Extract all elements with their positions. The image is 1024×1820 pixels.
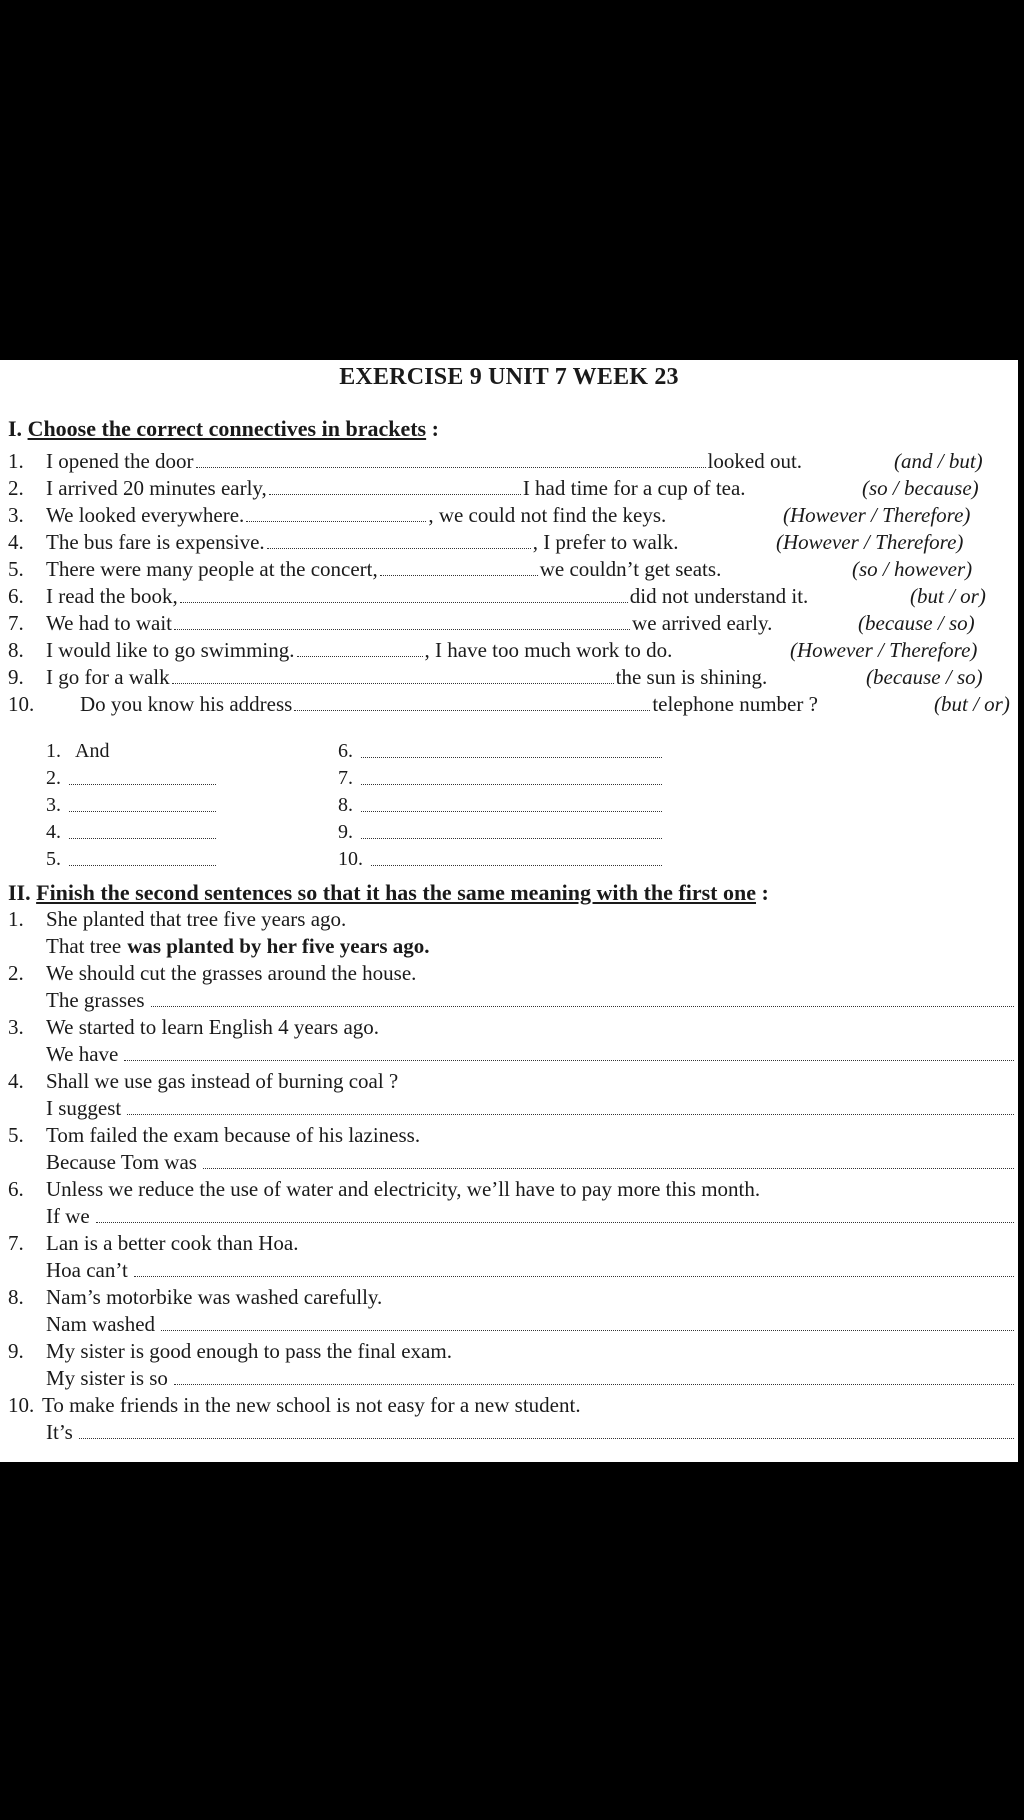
rewrite-answer-line[interactable]	[46, 1257, 1016, 1284]
connective-item	[8, 664, 1018, 691]
item-text-after: , we could not find the keys.	[428, 503, 667, 527]
answer-blank[interactable]	[361, 810, 662, 812]
answer-slot[interactable]	[338, 738, 664, 765]
answer-blank[interactable]	[371, 864, 662, 866]
original-sentence: Tom failed the exam because of his laziness.	[46, 1123, 421, 1147]
answer-blank[interactable]	[174, 1383, 1014, 1385]
sentence-starter: The grasses	[46, 988, 145, 1012]
item-options-hint: (because / so)	[858, 611, 975, 635]
sentence-starter: Because Tom was	[46, 1150, 197, 1174]
section-1-heading	[8, 416, 439, 442]
item-number: 7.	[8, 1231, 24, 1255]
answer-slot[interactable]	[338, 819, 664, 846]
connective-item	[8, 556, 1018, 583]
item-text-after: looked out.	[707, 449, 803, 473]
item-options-hint: (so / because)	[862, 476, 979, 500]
connective-item	[8, 448, 1018, 475]
blank-line[interactable]	[269, 493, 521, 495]
section-2-heading-text: Finish the second sentences so that it has the same meaning with the first one	[36, 880, 757, 905]
original-sentence: To make friends in the new school is not easy for a new student.	[42, 1393, 581, 1417]
connective-item	[8, 529, 1018, 556]
answer-blank[interactable]	[203, 1167, 1014, 1169]
item-options-hint: (because / so)	[866, 665, 983, 689]
rewrite-item	[8, 906, 347, 933]
item-options-hint: (and / but)	[894, 449, 983, 473]
connective-item	[8, 475, 1018, 502]
item-sentence	[46, 502, 667, 529]
item-text-after: did not understand it.	[629, 584, 809, 608]
item-text-before: We looked everywhere.	[46, 503, 245, 527]
answer-slot[interactable]	[46, 765, 218, 792]
item-options-hint: (However / Therefore)	[776, 530, 964, 554]
sentence-starter: That tree	[46, 934, 122, 958]
rewrite-item	[8, 1122, 421, 1149]
answer-blank[interactable]	[79, 1437, 1014, 1439]
item-text-before: I would like to go swimming.	[46, 638, 295, 662]
sentence-starter: We have	[46, 1042, 119, 1066]
blank-line[interactable]	[267, 547, 531, 549]
rewrite-item	[8, 1284, 383, 1311]
answer-slot[interactable]	[46, 792, 218, 819]
connective-item	[8, 637, 1018, 664]
rewrite-answer-line[interactable]	[46, 987, 1016, 1014]
item-text-before: I read the book,	[46, 584, 178, 608]
item-options-hint: (but / or)	[934, 692, 1010, 716]
answer-blank[interactable]	[127, 1113, 1014, 1115]
section-2-colon: :	[761, 880, 769, 905]
filled-answer: was planted by her five years ago.	[127, 934, 430, 958]
answer-slot[interactable]	[338, 765, 664, 792]
item-number: 2.	[8, 961, 24, 985]
original-sentence: Lan is a better cook than Hoa.	[46, 1231, 299, 1255]
item-text-before: There were many people at the concert,	[46, 557, 378, 581]
item-text-after: the sun is shining.	[615, 665, 768, 689]
answer-number: 4.	[46, 821, 61, 843]
rewrite-item	[8, 1338, 452, 1365]
answer-slot[interactable]	[338, 846, 664, 873]
rewrite-item	[8, 1068, 399, 1095]
item-text-before: We had to wait	[46, 611, 173, 635]
section-2-heading	[8, 880, 769, 906]
rewrite-item	[8, 1392, 581, 1419]
section-1-heading-text: Choose the correct connectives in brackets	[27, 416, 427, 441]
item-number: 1.	[8, 907, 24, 931]
item-options-hint: (so / however)	[852, 557, 973, 581]
connective-item	[8, 502, 1018, 529]
item-text-after: we couldn’t get seats.	[539, 557, 722, 581]
item-number: 10.	[8, 1393, 35, 1417]
item-number: 3.	[8, 1015, 24, 1039]
rewrite-item	[8, 1176, 761, 1203]
rewrite-item	[8, 960, 417, 987]
answer-number: 7.	[338, 767, 353, 789]
rewrite-answer-line[interactable]	[46, 1149, 1016, 1176]
answer-number: 9.	[338, 821, 353, 843]
item-options-hint: (However / Therefore)	[783, 503, 971, 527]
section-2-number: II.	[8, 880, 31, 905]
rewrite-answer-line[interactable]	[46, 1041, 1016, 1068]
blank-line[interactable]	[246, 520, 426, 522]
item-sentence	[46, 556, 758, 583]
sentence-starter: Nam washed	[46, 1312, 156, 1336]
item-number: 6.	[8, 1177, 24, 1201]
answer-number: 1.	[46, 740, 61, 762]
answer-blank[interactable]	[69, 810, 216, 812]
item-number: 3.	[8, 503, 24, 527]
rewrite-answer-line[interactable]	[46, 1365, 1016, 1392]
answer-slot[interactable]	[338, 792, 664, 819]
sentence-starter: My sister is so	[46, 1366, 168, 1390]
answer-slot[interactable]	[46, 738, 218, 765]
item-number: 8.	[8, 638, 24, 662]
blank-line[interactable]	[180, 601, 628, 603]
item-text-before: I arrived 20 minutes early,	[46, 476, 267, 500]
sentence-starter: It’s	[46, 1420, 73, 1444]
answer-blank[interactable]	[161, 1329, 1014, 1331]
answer-value: And	[75, 740, 110, 762]
rewrite-item	[8, 1014, 380, 1041]
answer-number: 8.	[338, 794, 353, 816]
answer-blank[interactable]	[69, 783, 216, 785]
original-sentence: Shall we use gas instead of burning coal ?	[46, 1069, 399, 1093]
item-text-after: I had time for a cup of tea.	[522, 476, 746, 500]
answer-blank[interactable]	[361, 783, 662, 785]
item-options-hint: (However / Therefore)	[790, 638, 978, 662]
item-text-before: I opened the door	[46, 449, 194, 473]
item-sentence	[46, 475, 746, 502]
blank-line[interactable]	[172, 682, 614, 684]
item-number: 2.	[8, 476, 24, 500]
item-sentence	[80, 691, 888, 718]
item-text-after: , I prefer to walk.	[532, 530, 679, 554]
original-sentence: She planted that tree five years ago.	[46, 907, 347, 931]
blank-line[interactable]	[294, 709, 650, 711]
item-number: 1.	[8, 449, 24, 473]
item-number: 7.	[8, 611, 24, 635]
connective-item	[8, 583, 1018, 610]
item-number: 9.	[8, 1339, 24, 1363]
item-text-before: I go for a walk	[46, 665, 170, 689]
item-sentence	[46, 610, 818, 637]
answer-blank[interactable]	[361, 837, 662, 839]
item-text-before: The bus fare is expensive.	[46, 530, 265, 554]
worksheet-title: EXERCISE 9 UNIT 7 WEEK 23	[339, 364, 679, 390]
section-1-number: I.	[8, 416, 23, 441]
answer-number: 2.	[46, 767, 61, 789]
blank-line[interactable]	[196, 466, 706, 468]
answer-slot[interactable]	[46, 846, 218, 873]
original-sentence: Nam’s motorbike was washed carefully.	[46, 1285, 383, 1309]
rewrite-answer-line[interactable]	[46, 933, 1016, 960]
answer-number: 3.	[46, 794, 61, 816]
connective-item	[8, 610, 1018, 637]
item-number: 5.	[8, 1123, 24, 1147]
item-text-after: telephone number ?	[652, 692, 818, 716]
rewrite-answer-line[interactable]	[46, 1311, 1016, 1338]
blank-line[interactable]	[174, 628, 630, 630]
item-sentence	[46, 448, 884, 475]
item-number: 9.	[8, 665, 24, 689]
answer-blank[interactable]	[151, 1005, 1014, 1007]
blank-line[interactable]	[380, 574, 538, 576]
answer-blank[interactable]	[361, 756, 662, 758]
rewrite-item	[8, 1230, 299, 1257]
connective-item	[8, 691, 1018, 718]
sentence-starter: Hoa can’t	[46, 1258, 128, 1282]
answer-slot[interactable]	[46, 819, 218, 846]
item-number: 8.	[8, 1285, 24, 1309]
item-number: 10.	[8, 692, 35, 716]
item-number: 6.	[8, 584, 24, 608]
answer-blank[interactable]	[96, 1221, 1014, 1223]
answer-blank[interactable]	[69, 837, 216, 839]
original-sentence: We started to learn English 4 years ago.	[46, 1015, 380, 1039]
original-sentence: We should cut the grasses around the house.	[46, 961, 417, 985]
original-sentence: Unless we reduce the use of water and electricity, we’ll have to pay more this month.	[46, 1177, 761, 1201]
answer-blank[interactable]	[134, 1275, 1014, 1277]
item-sentence	[46, 637, 673, 664]
item-number: 5.	[8, 557, 24, 581]
item-sentence	[46, 529, 728, 556]
rewrite-answer-line[interactable]	[46, 1419, 1016, 1446]
item-sentence	[46, 664, 804, 691]
section-1-colon: :	[431, 416, 439, 441]
answer-blank[interactable]	[124, 1059, 1014, 1061]
answer-number: 6.	[338, 740, 353, 762]
original-sentence: My sister is good enough to pass the final exam.	[46, 1339, 452, 1363]
item-number: 4.	[8, 530, 24, 554]
answer-number: 10.	[338, 848, 363, 870]
item-number: 4.	[8, 1069, 24, 1093]
item-options-hint: (but / or)	[910, 584, 986, 608]
item-text-before: Do you know his address	[80, 692, 293, 716]
answer-number: 5.	[46, 848, 61, 870]
blank-line[interactable]	[297, 655, 423, 657]
item-text-after: we arrived early.	[632, 611, 773, 635]
answer-blank[interactable]	[69, 864, 216, 866]
item-text-after: , I have too much work to do.	[424, 638, 673, 662]
rewrite-answer-line[interactable]	[46, 1203, 1016, 1230]
worksheet-page	[0, 360, 1018, 1462]
item-sentence	[46, 583, 814, 610]
rewrite-answer-line[interactable]	[46, 1095, 1016, 1122]
sentence-starter: I suggest	[46, 1096, 122, 1120]
sentence-starter: If we	[46, 1204, 90, 1228]
